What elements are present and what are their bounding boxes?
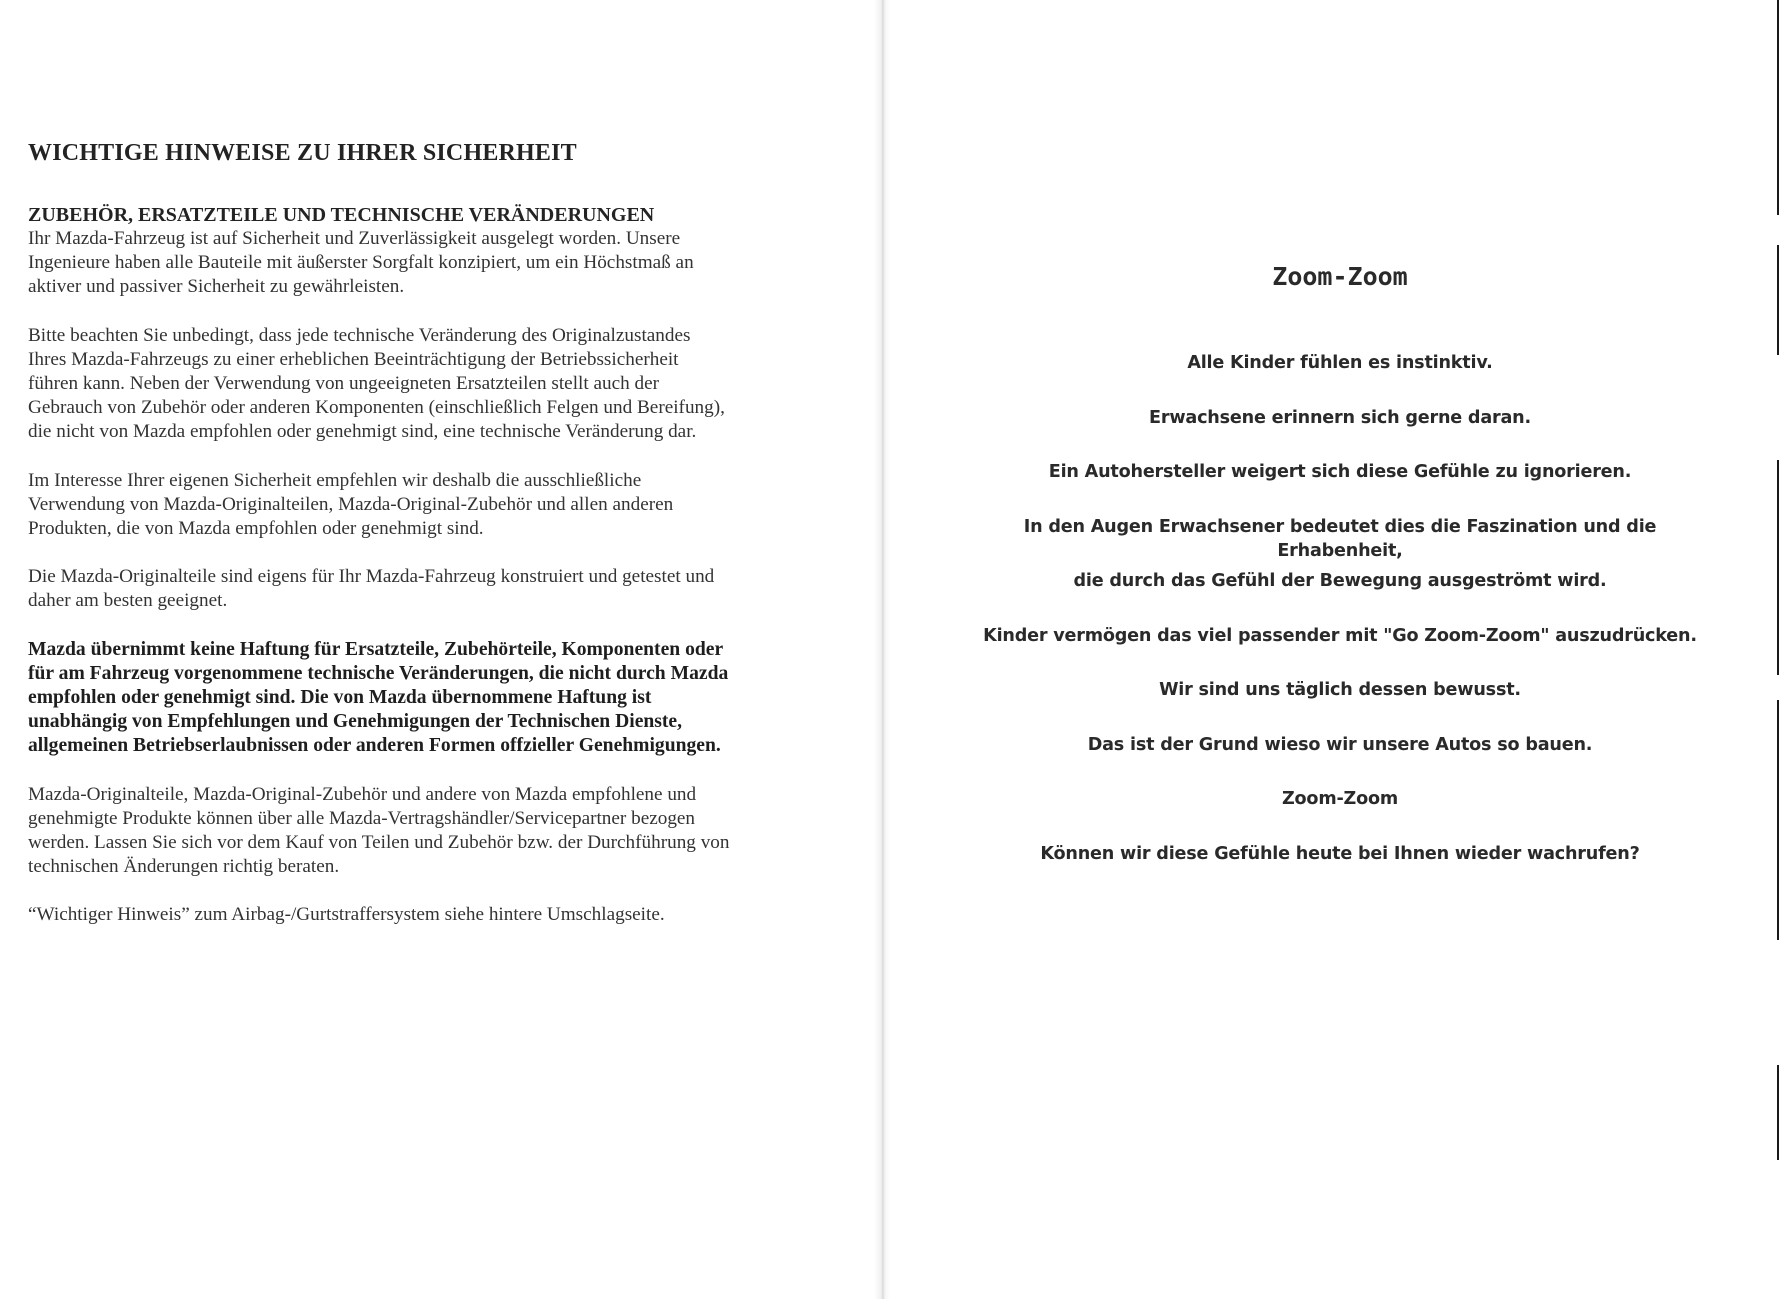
scan-edge-mark (1777, 460, 1779, 675)
scan-edge-mark (1777, 1065, 1779, 1160)
poem-line: Wir sind uns täglich dessen bewusst. (1159, 680, 1521, 700)
paragraph-original-parts: Die Mazda-Originalteile sind eigens für Ihr Mazda-Fahrzeug konstruiert und getestet und daher am besten geeignet. (28, 566, 715, 612)
paragraph-airbag-note: “Wichtiger Hinweis” zum Airbag-/Gurtstraffersystem siehe hintere Umschlagseite. (28, 904, 665, 926)
poem-line: Das ist der Grund wieso wir unsere Autos so bauen. (1087, 734, 1593, 755)
section-heading: ZUBEHÖR, ERSATZTEILE UND TECHNISCHE VERÄNDERUNGEN (28, 204, 655, 226)
zoom-zoom-title: Zoom-Zoom (1272, 262, 1408, 291)
page-title: WICHTIGE HINWEISE ZU IHRER SICHERHEIT (28, 140, 577, 166)
scan-edge-mark (1777, 0, 1779, 215)
poem-line: Alle Kinder fühlen es instinktiv. (1187, 353, 1493, 373)
poem-line: Zoom-Zoom (1281, 789, 1399, 809)
poem-line: Können wir diese Gefühle heute bei Ihnen wieder wachrufen? (1040, 843, 1640, 864)
poem-line: Ein Autohersteller weigert sich diese Gefühle zu ignorieren. (1048, 462, 1632, 482)
scan-edge-mark (1777, 700, 1779, 940)
poem-line: Erwachsene erinnern sich gerne daran. (1149, 407, 1531, 428)
scan-edge-mark (1777, 245, 1779, 355)
paragraph-technical-changes: Bitte beachten Sie unbedingt, dass jede technische Veränderung des Originalzustandes Ihres Mazda-Fahrzeugs zu einer erheblichen Beeinträchtigung der Betriebssicherheit führen kann. Neben der Verwendung von ungeeigneten Ersatzteilen stellt auch der Gebrauch von Zubehör oder anderen Komponenten (einschließlich Felgen und Bereifung), die nicht von Mazda empfohlen oder genehmigt sind, eine technische Veränderung dar. (28, 324, 725, 443)
poem-line: Kinder vermögen das viel passender mit "Go Zoom-Zoom" auszudrücken. (983, 625, 1697, 646)
poem-line: die durch das Gefühl der Bewegung ausgeströmt wird. (1073, 571, 1607, 591)
paragraph-design-safety: Ihr Mazda-Fahrzeug ist auf Sicherheit und Zuverlässigkeit ausgelegt worden. Unsere Ingenieure haben alle Bauteile mit äußerster Sorgfalt konzipiert, um ein Höchstmaß an aktiver und passiver Sicherheit zu gewährleisten. (28, 228, 694, 298)
paragraph-dealers: Mazda-Originalteile, Mazda-Original-Zubehör und andere von Mazda empfohlene und genehmigte Produkte können über alle Mazda-Vertragshändler/Servicepartner bezogen werden. Lassen Sie sich vor dem Kauf von Teilen und Zubehör bzw. der Durchführung von technischen Änderungen richtig beraten. (28, 783, 730, 878)
paragraph-liability: Mazda übernimmt keine Haftung für Ersatzteile, Zubehörteile, Komponenten oder für am Fahrzeug vorgenommene technische Veränderungen, die nicht durch Mazda empfohlen oder genehmigt sind. Die von Mazda übernommene Haftung ist unabhängig von Empfehlungen und Genehmigungen der Technischen Dienste, allgemeinen Betriebserlaubnissen oder anderen Formen offzieller Genehmigungen. (28, 638, 729, 757)
left-page (28, 130, 848, 952)
right-page (960, 262, 1720, 896)
poem-line: In den Augen Erwachsener bedeutet dies die Faszination und die Erhabenheit, (1023, 516, 1657, 561)
page-gutter (874, 0, 890, 1299)
paragraph-recommendation: Im Interesse Ihrer eigenen Sicherheit empfehlen wir deshalb die ausschließliche Verwendung von Mazda-Originalteilen, Mazda-Original-Zubehör und allen anderen Produkten, die von Mazda empfohlen oder genehmigt sind. (28, 469, 674, 540)
